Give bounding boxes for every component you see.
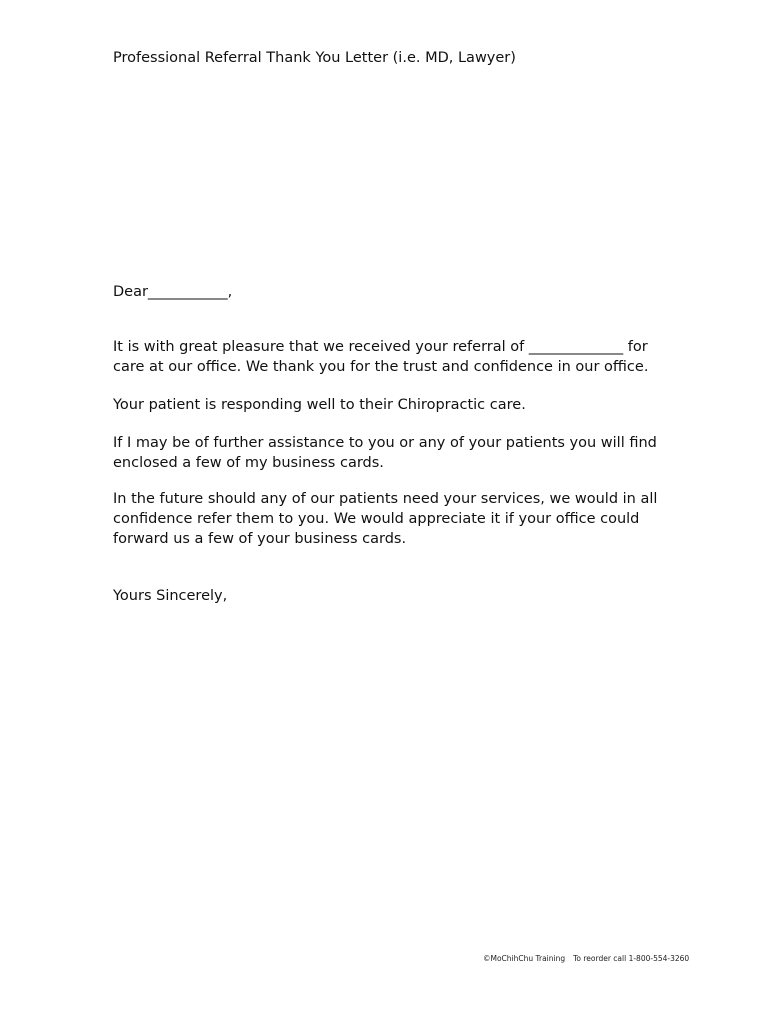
footer-reorder: To reorder call 1-800-554-3260: [573, 954, 690, 963]
paragraph-line: If I may be of further assistance to you or any of your patients you will find: [113, 435, 657, 451]
paragraph-line: enclosed a few of my business cards.: [113, 455, 384, 471]
closing: Yours Sincerely,: [113, 588, 228, 604]
footer: [483, 954, 689, 964]
paragraph-line: In the future should any of our patients need your services, we would in all: [113, 491, 658, 507]
salutation: Dear___________,: [113, 284, 233, 300]
paragraph-line: Your patient is responding well to their Chiropractic care.: [113, 397, 526, 413]
paragraph-referral: [113, 337, 673, 377]
paragraph-line: It is with great pleasure that we received your referral of _____________ for: [113, 339, 648, 355]
footer-copyright: ©MoChihChu Training: [483, 954, 566, 963]
paragraph-patient-status: [113, 395, 673, 415]
paragraph-line: forward us a few of your business cards.: [113, 531, 407, 547]
paragraph-line: care at our office. We thank you for the trust and confidence in our office.: [113, 359, 649, 375]
document-title: Professional Referral Thank You Letter (i.e. MD, Lawyer): [113, 50, 516, 66]
paragraph-line: confidence refer them to you. We would appreciate it if your office could: [113, 511, 640, 527]
paragraph-assistance: [113, 433, 673, 473]
paragraph-future-referrals: [113, 489, 673, 549]
